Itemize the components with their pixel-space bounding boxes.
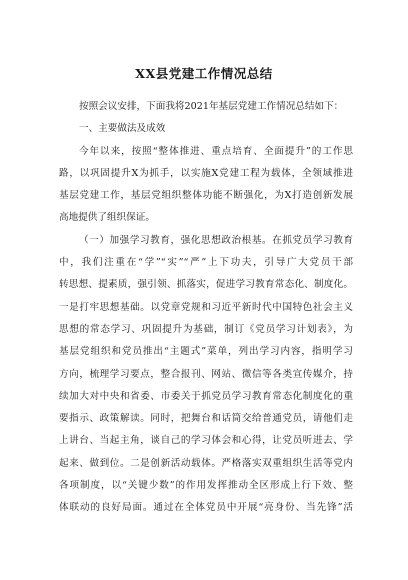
paragraph-line: 基层党组织和党员推出“主题式”菜单，列出学习内容，指明学习 <box>59 346 353 358</box>
document-body <box>59 96 353 520</box>
paragraph-line: 中，我们注重在“学”“实”“严”上下功夫，引导广大党员干部 <box>59 257 353 269</box>
paragraph-line: 方向，梳理学习要点，整合报刊、网站、微信等各类宣传媒介，持 <box>59 368 353 380</box>
paragraph-line: 续加大对中央和省委、市委关于抓党员学习教育常态化制度化的重 <box>59 390 353 402</box>
paragraph-line: 各项制度，以“关键少数”的作用发挥推动全区形成上行下效、整 <box>59 480 353 492</box>
paragraph-line: 思想的常态学习、巩固提升为基础，制订《党员学习计划表》，为 <box>59 323 353 335</box>
paragraph-line: 基层党建工作，基层党组织整体功能不断强化，为X打造创新发展 <box>59 190 353 202</box>
paragraph-line: 体联动的良好局面。通过在全体党员中开展“亮身份、当先锋”活 <box>59 502 353 514</box>
paragraph-line: 一是打牢思想基础。以党章党规和习近平新时代中国特色社会主义 <box>59 301 353 313</box>
document-title: XX县党建工作情况总结 <box>135 66 273 81</box>
paragraph-line: 今年以来，按照“整体推进、重点培育、全面提升”的工作思 <box>79 145 353 157</box>
paragraph-line: 转思想、提素质，强引领、抓落实，促进学习教育常态化、制度化。 <box>59 279 353 291</box>
paragraph-line: 要指示、政策解读。同时，把舞台和话筒交给普通党员，请他们走 <box>59 413 353 425</box>
paragraph-line: 按照会议安排，下面我将2021年基层党建工作情况总结如下： <box>79 101 344 112</box>
section-heading: 一、主要做法及成效 <box>79 123 166 135</box>
paragraph-line: 路，以巩固提升X为抓手，以实施X党建工程为载体，全领域推进 <box>59 167 353 179</box>
subsection-line: （一）加强学习教育，强化思想政治根基。在抓党员学习教育 <box>79 234 353 246</box>
paragraph-line: 高地提供了组织保证。 <box>59 212 155 224</box>
paragraph-line: 上讲台、当起主角，谈自己的学习体会和心得，让党员听进去、学 <box>59 435 353 447</box>
paragraph-line: 起来、做到位。二是创新活动载体。严格落实双重组织生活等党内 <box>59 457 353 469</box>
